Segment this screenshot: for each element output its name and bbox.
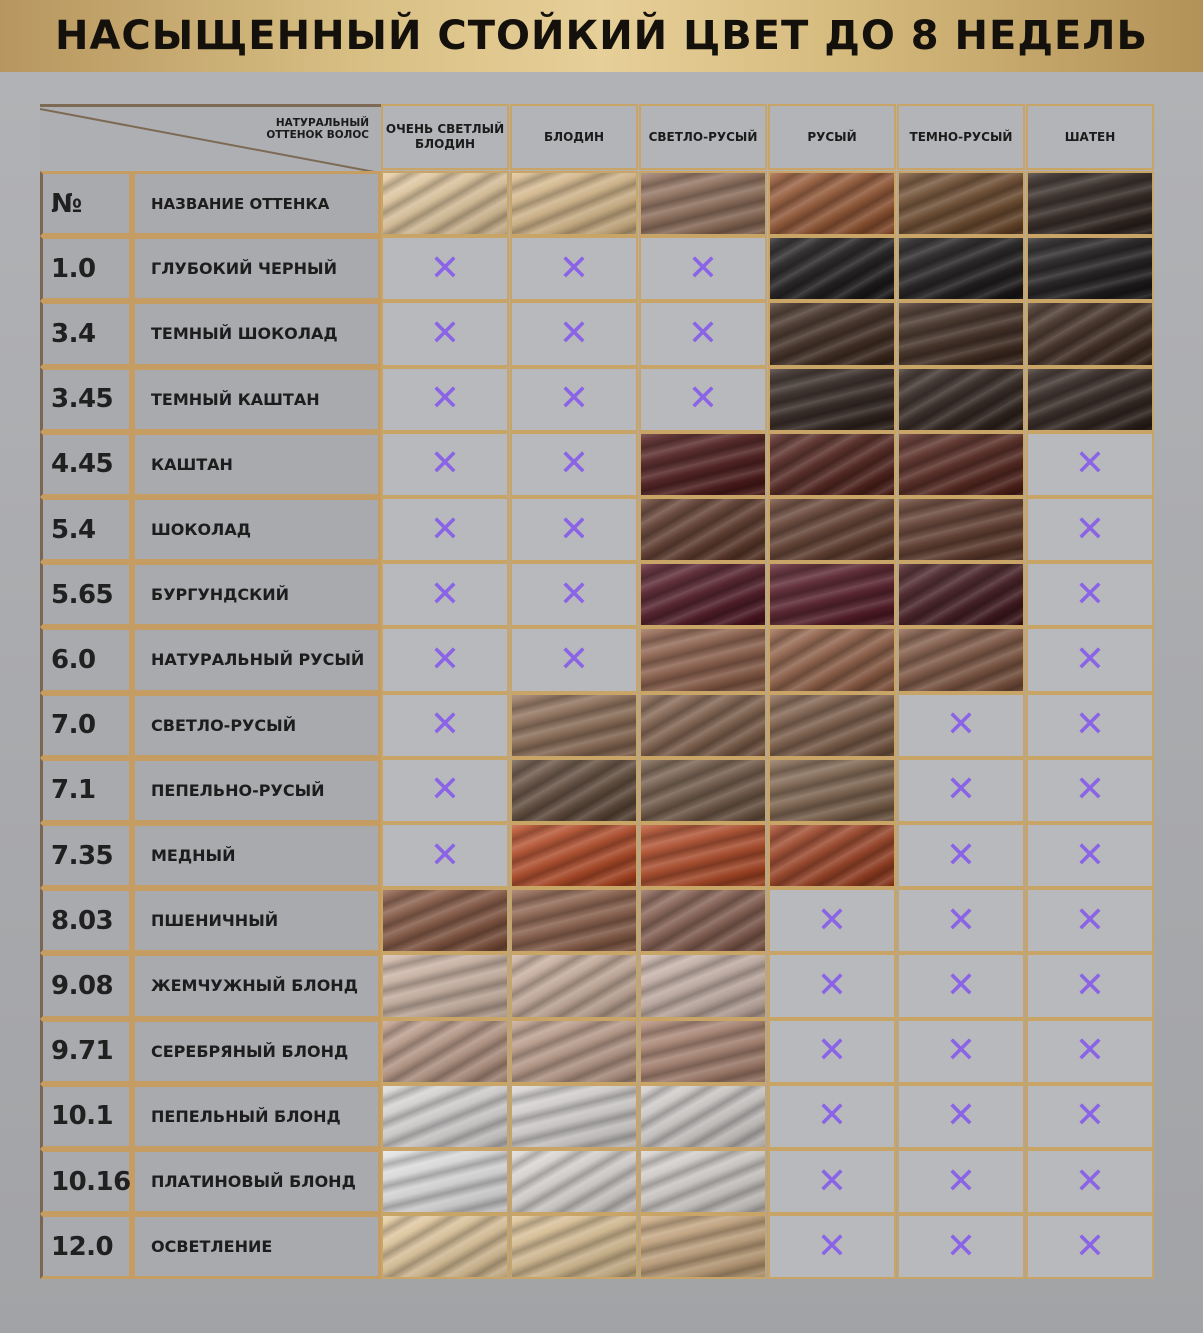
cross-icon: ✕	[429, 573, 461, 615]
not-recommended-cell	[381, 562, 509, 627]
shade-name: ПШЕНИЧНЫЙ	[132, 888, 381, 953]
not-recommended-cell	[768, 1019, 896, 1084]
result-swatch	[639, 562, 767, 627]
result-swatch	[768, 758, 896, 823]
not-recommended-cell	[1026, 823, 1154, 888]
shade-name: ПЛАТИНОВЫЙ БЛОНД	[132, 1149, 381, 1214]
not-recommended-cell	[1026, 693, 1154, 758]
not-recommended-cell	[897, 1019, 1025, 1084]
shade-name: ТЕМНЫЙ ШОКОЛАД	[132, 301, 381, 366]
result-swatch	[510, 888, 638, 953]
cross-icon: ✕	[558, 443, 590, 485]
column-header-6: ШАТЕН	[1026, 104, 1154, 170]
result-swatch	[381, 1149, 509, 1214]
shade-name: ГЛУБОКИЙ ЧЕРНЫЙ	[132, 236, 381, 301]
not-recommended-cell	[639, 367, 767, 432]
cross-icon: ✕	[429, 769, 461, 811]
shade-name: ШОКОЛАД	[132, 497, 381, 562]
cross-icon: ✕	[558, 378, 590, 420]
shade-name: ПЕПЕЛЬНЫЙ БЛОНД	[132, 1084, 381, 1149]
not-recommended-cell	[768, 1084, 896, 1149]
not-recommended-cell	[381, 301, 509, 366]
result-swatch	[510, 693, 638, 758]
not-recommended-cell	[510, 432, 638, 497]
cross-icon: ✕	[558, 312, 590, 354]
result-swatch	[768, 497, 896, 562]
result-swatch	[639, 888, 767, 953]
result-swatch	[897, 432, 1025, 497]
cross-icon: ✕	[1074, 443, 1106, 485]
cross-icon: ✕	[945, 1095, 977, 1137]
result-swatch	[639, 823, 767, 888]
shade-number: 1.0	[40, 236, 132, 301]
natural-hair-swatch-2	[510, 171, 638, 236]
cross-icon: ✕	[1074, 834, 1106, 876]
shade-name: ПЕПЕЛЬНО-РУСЫЙ	[132, 758, 381, 823]
cross-icon: ✕	[945, 964, 977, 1006]
shade-number: 7.0	[40, 693, 132, 758]
not-recommended-cell	[897, 758, 1025, 823]
cross-icon: ✕	[945, 834, 977, 876]
not-recommended-cell	[510, 497, 638, 562]
cross-icon: ✕	[1074, 1030, 1106, 1072]
cross-icon: ✕	[1074, 1225, 1106, 1267]
result-swatch	[639, 1019, 767, 1084]
not-recommended-cell	[1026, 1084, 1154, 1149]
result-swatch	[897, 367, 1025, 432]
result-swatch	[639, 627, 767, 692]
not-recommended-cell	[381, 823, 509, 888]
result-swatch	[639, 953, 767, 1018]
result-swatch	[1026, 367, 1154, 432]
cross-icon: ✕	[1074, 573, 1106, 615]
not-recommended-cell	[381, 236, 509, 301]
shade-name: НАТУРАЛЬНЫЙ РУСЫЙ	[132, 627, 381, 692]
cross-icon: ✕	[816, 1095, 848, 1137]
result-swatch	[639, 758, 767, 823]
shade-name: МЕДНЫЙ	[132, 823, 381, 888]
shade-number: 3.4	[40, 301, 132, 366]
shade-number: 7.1	[40, 758, 132, 823]
cross-icon: ✕	[429, 508, 461, 550]
not-recommended-cell	[768, 1149, 896, 1214]
not-recommended-cell	[381, 758, 509, 823]
not-recommended-cell	[381, 693, 509, 758]
cross-icon: ✕	[816, 1160, 848, 1202]
cross-icon: ✕	[429, 312, 461, 354]
result-swatch	[510, 823, 638, 888]
cross-icon: ✕	[1074, 769, 1106, 811]
cross-icon: ✕	[1074, 899, 1106, 941]
column-header-5: ТЕМНО-РУСЫЙ	[897, 104, 1025, 170]
not-recommended-cell	[1026, 1214, 1154, 1279]
not-recommended-cell	[1026, 758, 1154, 823]
result-swatch	[768, 627, 896, 692]
not-recommended-cell	[768, 888, 896, 953]
not-recommended-cell	[897, 953, 1025, 1018]
cross-icon: ✕	[429, 704, 461, 746]
not-recommended-cell	[1026, 432, 1154, 497]
shade-number: 5.65	[40, 562, 132, 627]
shade-name-column-header: НАЗВАНИЕ ОТТЕНКА	[132, 171, 381, 236]
cross-icon: ✕	[1074, 508, 1106, 550]
result-swatch	[639, 1149, 767, 1214]
cross-icon: ✕	[945, 1225, 977, 1267]
shade-number: 9.08	[40, 953, 132, 1018]
cross-icon: ✕	[429, 638, 461, 680]
cross-icon: ✕	[945, 1160, 977, 1202]
number-column-header: №	[40, 171, 132, 236]
corner-label-line1: НАТУРАЛЬНЫЙ	[275, 117, 369, 129]
cross-icon: ✕	[945, 704, 977, 746]
shade-number: 5.4	[40, 497, 132, 562]
result-swatch	[381, 888, 509, 953]
result-swatch	[381, 1019, 509, 1084]
shade-number: 10.16	[40, 1149, 132, 1214]
cross-icon: ✕	[687, 378, 719, 420]
cross-icon: ✕	[816, 899, 848, 941]
column-header-2: БЛОДИН	[510, 104, 638, 170]
cross-icon: ✕	[1074, 638, 1106, 680]
result-swatch	[381, 1214, 509, 1279]
result-swatch	[768, 562, 896, 627]
result-swatch	[639, 1084, 767, 1149]
cross-icon: ✕	[558, 247, 590, 289]
natural-shade-label	[266, 117, 369, 141]
shade-number: 9.71	[40, 1019, 132, 1084]
natural-hair-swatch-5	[897, 171, 1025, 236]
not-recommended-cell	[897, 693, 1025, 758]
not-recommended-cell	[381, 627, 509, 692]
cross-icon: ✕	[816, 1030, 848, 1072]
cross-icon: ✕	[429, 247, 461, 289]
shade-number: 10.1	[40, 1084, 132, 1149]
shade-name: ОСВЕТЛЕНИЕ	[132, 1214, 381, 1279]
not-recommended-cell	[510, 562, 638, 627]
not-recommended-cell	[1026, 497, 1154, 562]
result-swatch	[639, 497, 767, 562]
result-swatch	[1026, 301, 1154, 366]
not-recommended-cell	[1026, 888, 1154, 953]
not-recommended-cell	[768, 953, 896, 1018]
shade-name: ТЕМНЫЙ КАШТАН	[132, 367, 381, 432]
natural-hair-swatch-6	[1026, 171, 1154, 236]
table-corner-header	[40, 104, 381, 170]
page-title: НАСЫЩЕННЫЙ СТОЙКИЙ ЦВЕТ ДО 8 НЕДЕЛЬ	[55, 13, 1148, 59]
result-swatch	[381, 1084, 509, 1149]
not-recommended-cell	[897, 1149, 1025, 1214]
result-swatch	[639, 693, 767, 758]
not-recommended-cell	[897, 823, 1025, 888]
not-recommended-cell	[897, 1214, 1025, 1279]
result-swatch	[768, 236, 896, 301]
result-swatch	[768, 823, 896, 888]
result-swatch	[897, 301, 1025, 366]
result-swatch	[768, 301, 896, 366]
result-swatch	[1026, 236, 1154, 301]
not-recommended-cell	[639, 236, 767, 301]
result-swatch	[510, 1214, 638, 1279]
cross-icon: ✕	[945, 899, 977, 941]
cross-icon: ✕	[429, 378, 461, 420]
cross-icon: ✕	[687, 247, 719, 289]
column-header-4: РУСЫЙ	[768, 104, 896, 170]
not-recommended-cell	[510, 367, 638, 432]
result-swatch	[897, 627, 1025, 692]
not-recommended-cell	[510, 236, 638, 301]
not-recommended-cell	[381, 367, 509, 432]
not-recommended-cell	[1026, 1149, 1154, 1214]
not-recommended-cell	[1026, 953, 1154, 1018]
shade-number: 4.45	[40, 432, 132, 497]
shade-number: 6.0	[40, 627, 132, 692]
not-recommended-cell	[1026, 1019, 1154, 1084]
result-swatch	[381, 953, 509, 1018]
cross-icon: ✕	[429, 443, 461, 485]
corner-label-line2: ОТТЕНОК ВОЛОС	[266, 129, 369, 141]
cross-icon: ✕	[1074, 704, 1106, 746]
cross-icon: ✕	[558, 638, 590, 680]
result-swatch	[897, 497, 1025, 562]
result-swatch	[768, 367, 896, 432]
not-recommended-cell	[381, 432, 509, 497]
shade-name: КАШТАН	[132, 432, 381, 497]
shade-name: СВЕТЛО-РУСЫЙ	[132, 693, 381, 758]
not-recommended-cell	[381, 497, 509, 562]
shade-name: БУРГУНДСКИЙ	[132, 562, 381, 627]
column-header-3: СВЕТЛО-РУСЫЙ	[639, 104, 767, 170]
result-swatch	[510, 758, 638, 823]
not-recommended-cell	[897, 1084, 1025, 1149]
cross-icon: ✕	[945, 1030, 977, 1072]
shade-name: СЕРЕБРЯНЫЙ БЛОНД	[132, 1019, 381, 1084]
natural-hair-swatch-4	[768, 171, 896, 236]
not-recommended-cell	[768, 1214, 896, 1279]
shade-name: ЖЕМЧУЖНЫЙ БЛОНД	[132, 953, 381, 1018]
cross-icon: ✕	[429, 834, 461, 876]
result-swatch	[510, 953, 638, 1018]
cross-icon: ✕	[945, 769, 977, 811]
cross-icon: ✕	[687, 312, 719, 354]
shade-number: 7.35	[40, 823, 132, 888]
cross-icon: ✕	[1074, 1095, 1106, 1137]
shade-number: 12.0	[40, 1214, 132, 1279]
cross-icon: ✕	[1074, 1160, 1106, 1202]
not-recommended-cell	[510, 627, 638, 692]
result-swatch	[639, 432, 767, 497]
not-recommended-cell	[897, 888, 1025, 953]
cross-icon: ✕	[558, 573, 590, 615]
natural-hair-swatch-1	[381, 171, 509, 236]
cross-icon: ✕	[816, 1225, 848, 1267]
not-recommended-cell	[639, 301, 767, 366]
result-swatch	[768, 432, 896, 497]
shade-number: 8.03	[40, 888, 132, 953]
not-recommended-cell	[1026, 562, 1154, 627]
result-swatch	[510, 1019, 638, 1084]
result-swatch	[897, 236, 1025, 301]
result-swatch	[510, 1084, 638, 1149]
result-swatch	[639, 1214, 767, 1279]
shade-number: 3.45	[40, 367, 132, 432]
result-swatch	[897, 562, 1025, 627]
cross-icon: ✕	[1074, 964, 1106, 1006]
result-swatch	[510, 1149, 638, 1214]
not-recommended-cell	[510, 301, 638, 366]
not-recommended-cell	[1026, 627, 1154, 692]
natural-hair-swatch-3	[639, 171, 767, 236]
cross-icon: ✕	[558, 508, 590, 550]
cross-icon: ✕	[816, 964, 848, 1006]
result-swatch	[768, 693, 896, 758]
column-header-1: ОЧЕНЬ СВЕТЛЫЙ БЛОДИН	[381, 104, 509, 170]
